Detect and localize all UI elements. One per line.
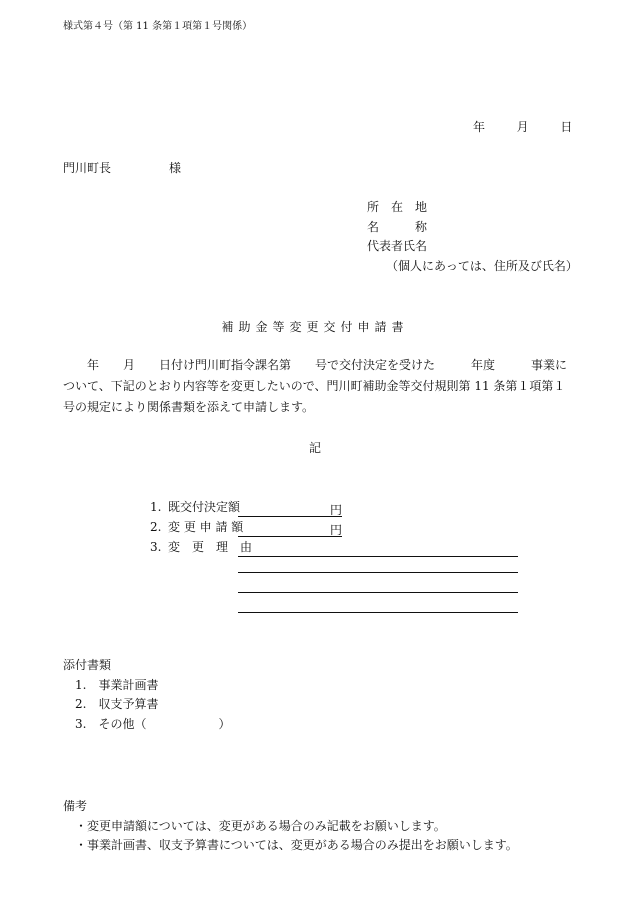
applicant-note: （個人にあっては、住所及び氏名）	[386, 258, 578, 273]
remark-item: ・変更申請額については、変更がある場合のみ記載をお願いします。	[75, 818, 446, 833]
remark-item: ・事業計画書、収支予算書については、変更がある場合のみ提出をお願いします。	[75, 838, 518, 852]
remarks	[63, 797, 518, 856]
applicant-address-label: 所 在 地	[367, 200, 428, 214]
attachments-heading: 添付書類	[63, 658, 112, 672]
attachment-item: 1. 事業計画書	[75, 677, 159, 692]
remarks-heading: 備考	[63, 799, 88, 813]
item-number: 2.	[150, 520, 162, 534]
addressee-mayor: 門川町長	[63, 161, 112, 175]
reason-line-2[interactable]	[238, 572, 518, 573]
applicant-block	[367, 198, 578, 276]
date-day: 日	[560, 120, 573, 134]
document-title: 補助金等変更交付申請書	[221, 320, 409, 334]
reason-line-3[interactable]	[238, 592, 518, 593]
unit-yen: 円	[329, 523, 342, 537]
form-number: 様式第４号（第 11 条第１項第１号関係）	[63, 21, 253, 32]
unit-yen: 円	[329, 503, 342, 517]
ki-heading: 記	[308, 441, 321, 455]
item-approved-amount	[150, 497, 518, 517]
approved-amount-field[interactable]	[238, 500, 342, 517]
reason-line-4[interactable]	[238, 612, 518, 613]
addressee	[63, 159, 181, 176]
body-text: 年 月 日付け門川町指令課名第 号で交付決定を受けた 年度 事業について、下記のとおり内容等を変更したいので、門川町補助金等交付規則第 11 条第１項第１号の規定により関係書類を添えて申請します。	[63, 358, 568, 414]
reason-line-1[interactable]	[238, 540, 518, 557]
items-list	[150, 497, 518, 557]
item-number: 3.	[150, 540, 162, 554]
date-year: 年	[473, 120, 486, 134]
date-line	[473, 118, 572, 135]
applicant-name-label: 名 称	[367, 219, 428, 234]
date-month: 月	[516, 120, 529, 134]
item-number: 1.	[150, 500, 162, 514]
attachment-item: 2. 収支予算書	[75, 697, 159, 711]
item-change-amount	[150, 517, 518, 537]
attachment-item: 3. その他（ ）	[75, 716, 231, 731]
attachments	[63, 656, 230, 734]
item-label: 変 更 理 由	[168, 540, 253, 554]
item-change-reason	[150, 537, 518, 557]
item-label: 既交付決定額	[168, 500, 241, 514]
addressee-honorific: 様	[169, 161, 182, 175]
item-label: 変 更 申 請 額	[168, 520, 244, 534]
change-amount-field[interactable]	[238, 520, 342, 537]
applicant-rep-label: 代表者氏名	[367, 239, 428, 253]
